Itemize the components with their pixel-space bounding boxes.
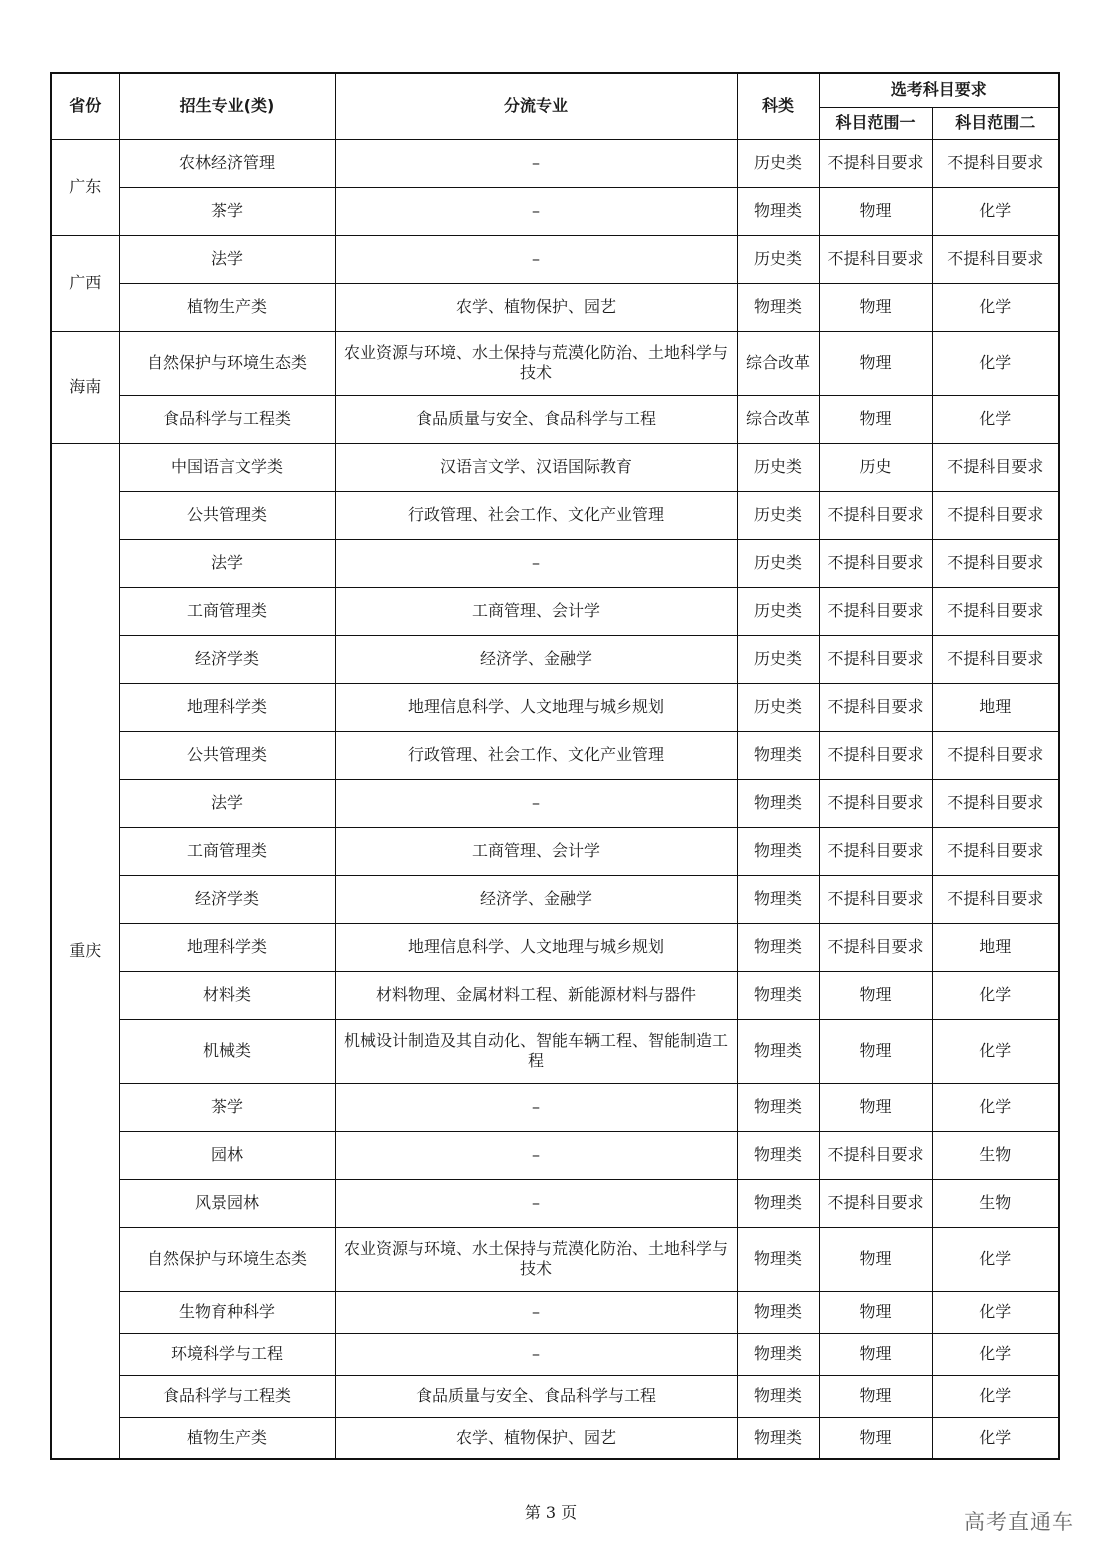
range-one-cell: 历史	[819, 443, 932, 491]
range-two-cell: 不提科目要求	[932, 827, 1059, 875]
major-cell: 法学	[119, 539, 335, 587]
table-row	[51, 1291, 1059, 1333]
table-row	[51, 1227, 1059, 1291]
sub-major-cell: –	[335, 187, 737, 235]
range-one-cell: 物理	[819, 971, 932, 1019]
major-cell: 自然保护与环境生态类	[119, 331, 335, 395]
major-cell: 经济学类	[119, 635, 335, 683]
table-row	[51, 139, 1059, 187]
major-cell: 地理科学类	[119, 683, 335, 731]
range-two-cell: 化学	[932, 971, 1059, 1019]
table-body	[51, 139, 1059, 1459]
sub-major-cell: 食品质量与安全、食品科学与工程	[335, 1375, 737, 1417]
range-two-cell: 化学	[932, 1417, 1059, 1459]
range-two-cell: 生物	[932, 1131, 1059, 1179]
major-cell: 食品科学与工程类	[119, 1375, 335, 1417]
sub-major-cell: 农学、植物保护、园艺	[335, 283, 737, 331]
range-one-cell: 物理	[819, 1291, 932, 1333]
range-one-cell: 不提科目要求	[819, 1179, 932, 1227]
category-cell: 历史类	[737, 139, 819, 187]
category-cell: 物理类	[737, 1291, 819, 1333]
sub-major-cell: –	[335, 1291, 737, 1333]
range-two-cell: 不提科目要求	[932, 491, 1059, 539]
range-two-cell: 化学	[932, 1291, 1059, 1333]
header-range-two: 科目范围二	[932, 107, 1059, 139]
range-two-cell: 化学	[932, 1333, 1059, 1375]
range-one-cell: 物理	[819, 1019, 932, 1083]
major-cell: 经济学类	[119, 875, 335, 923]
major-cell: 环境科学与工程	[119, 1333, 335, 1375]
category-cell: 历史类	[737, 491, 819, 539]
range-two-cell: 生物	[932, 1179, 1059, 1227]
category-cell: 物理类	[737, 1375, 819, 1417]
sub-major-cell: 工商管理、会计学	[335, 587, 737, 635]
category-cell: 物理类	[737, 731, 819, 779]
sub-major-cell: –	[335, 539, 737, 587]
province-cell: 广西	[51, 235, 119, 331]
category-cell: 物理类	[737, 1131, 819, 1179]
major-cell: 风景园林	[119, 1179, 335, 1227]
category-cell: 物理类	[737, 1417, 819, 1459]
range-one-cell: 不提科目要求	[819, 491, 932, 539]
range-two-cell: 化学	[932, 1019, 1059, 1083]
range-two-cell: 地理	[932, 683, 1059, 731]
range-two-cell: 不提科目要求	[932, 635, 1059, 683]
sub-major-cell: –	[335, 1083, 737, 1131]
range-one-cell: 物理	[819, 331, 932, 395]
table-row	[51, 635, 1059, 683]
category-cell: 物理类	[737, 779, 819, 827]
table-row	[51, 283, 1059, 331]
range-one-cell: 不提科目要求	[819, 587, 932, 635]
table-row	[51, 443, 1059, 491]
category-cell: 物理类	[737, 1083, 819, 1131]
range-one-cell: 不提科目要求	[819, 635, 932, 683]
sub-major-cell: 工商管理、会计学	[335, 827, 737, 875]
header-province: 省份	[51, 73, 119, 139]
sub-major-cell: 经济学、金融学	[335, 635, 737, 683]
category-cell: 物理类	[737, 1333, 819, 1375]
major-cell: 农林经济管理	[119, 139, 335, 187]
sub-major-cell: 地理信息科学、人文地理与城乡规划	[335, 923, 737, 971]
range-two-cell: 化学	[932, 331, 1059, 395]
sub-major-cell: –	[335, 1131, 737, 1179]
range-one-cell: 物理	[819, 187, 932, 235]
sub-major-cell: 地理信息科学、人文地理与城乡规划	[335, 683, 737, 731]
table-row	[51, 539, 1059, 587]
category-cell: 历史类	[737, 683, 819, 731]
major-cell: 机械类	[119, 1019, 335, 1083]
range-two-cell: 化学	[932, 1375, 1059, 1417]
table-row	[51, 587, 1059, 635]
range-one-cell: 不提科目要求	[819, 827, 932, 875]
major-cell: 地理科学类	[119, 923, 335, 971]
table-row	[51, 827, 1059, 875]
sub-major-cell: 农学、植物保护、园艺	[335, 1417, 737, 1459]
range-one-cell: 不提科目要求	[819, 139, 932, 187]
range-one-cell: 不提科目要求	[819, 779, 932, 827]
major-cell: 工商管理类	[119, 827, 335, 875]
table-row	[51, 1375, 1059, 1417]
range-one-cell: 不提科目要求	[819, 683, 932, 731]
table-row	[51, 683, 1059, 731]
province-cell: 海南	[51, 331, 119, 443]
category-cell: 物理类	[737, 1019, 819, 1083]
range-two-cell: 化学	[932, 1227, 1059, 1291]
sub-major-cell: –	[335, 779, 737, 827]
table-row	[51, 923, 1059, 971]
sub-major-cell: –	[335, 235, 737, 283]
range-two-cell: 不提科目要求	[932, 731, 1059, 779]
table-row	[51, 187, 1059, 235]
range-one-cell: 物理	[819, 1375, 932, 1417]
range-one-cell: 物理	[819, 1227, 932, 1291]
range-two-cell: 不提科目要求	[932, 539, 1059, 587]
major-cell: 公共管理类	[119, 491, 335, 539]
sub-major-cell: 农业资源与环境、水土保持与荒漠化防治、土地科学与技术	[335, 331, 737, 395]
table-row	[51, 1131, 1059, 1179]
table-row	[51, 875, 1059, 923]
sub-major-cell: 行政管理、社会工作、文化产业管理	[335, 491, 737, 539]
range-one-cell: 不提科目要求	[819, 875, 932, 923]
category-cell: 物理类	[737, 283, 819, 331]
table-row	[51, 1019, 1059, 1083]
major-cell: 法学	[119, 779, 335, 827]
table-row	[51, 1417, 1059, 1459]
range-two-cell: 化学	[932, 395, 1059, 443]
range-one-cell: 物理	[819, 283, 932, 331]
range-one-cell: 物理	[819, 1083, 932, 1131]
sub-major-cell: –	[335, 139, 737, 187]
page-number: 第 3 页	[524, 1503, 578, 1522]
table-row	[51, 331, 1059, 395]
header-category: 科类	[737, 73, 819, 139]
range-one-cell: 不提科目要求	[819, 923, 932, 971]
range-one-cell: 物理	[819, 395, 932, 443]
category-cell: 物理类	[737, 187, 819, 235]
sub-major-cell: 汉语言文学、汉语国际教育	[335, 443, 737, 491]
major-cell: 茶学	[119, 187, 335, 235]
major-cell: 中国语言文学类	[119, 443, 335, 491]
major-cell: 植物生产类	[119, 283, 335, 331]
category-cell: 综合改革	[737, 395, 819, 443]
category-cell: 物理类	[737, 971, 819, 1019]
sub-major-cell: 行政管理、社会工作、文化产业管理	[335, 731, 737, 779]
major-cell: 园林	[119, 1131, 335, 1179]
range-one-cell: 物理	[819, 1333, 932, 1375]
province-cell: 重庆	[51, 443, 119, 1459]
sub-major-cell: –	[335, 1179, 737, 1227]
major-cell: 公共管理类	[119, 731, 335, 779]
table-row	[51, 971, 1059, 1019]
sub-major-cell: 材料物理、金属材料工程、新能源材料与器件	[335, 971, 737, 1019]
category-cell: 历史类	[737, 539, 819, 587]
category-cell: 历史类	[737, 587, 819, 635]
province-cell: 广东	[51, 139, 119, 235]
range-two-cell: 不提科目要求	[932, 139, 1059, 187]
table-row	[51, 1083, 1059, 1131]
header-range-one: 科目范围一	[819, 107, 932, 139]
major-cell: 材料类	[119, 971, 335, 1019]
range-two-cell: 不提科目要求	[932, 779, 1059, 827]
category-cell: 历史类	[737, 235, 819, 283]
range-two-cell: 化学	[932, 283, 1059, 331]
range-two-cell: 不提科目要求	[932, 587, 1059, 635]
range-one-cell: 不提科目要求	[819, 731, 932, 779]
category-cell: 历史类	[737, 443, 819, 491]
header-subject-requirements: 选考科目要求	[819, 73, 1059, 107]
watermark: 高考直通车	[964, 1510, 1074, 1534]
table-row	[51, 395, 1059, 443]
range-two-cell: 化学	[932, 1083, 1059, 1131]
range-two-cell: 不提科目要求	[932, 443, 1059, 491]
sub-major-cell: 农业资源与环境、水土保持与荒漠化防治、土地科学与技术	[335, 1227, 737, 1291]
major-cell: 食品科学与工程类	[119, 395, 335, 443]
range-two-cell: 不提科目要求	[932, 235, 1059, 283]
table-row	[51, 491, 1059, 539]
requirements-table	[50, 72, 1060, 1460]
major-cell: 生物育种科学	[119, 1291, 335, 1333]
category-cell: 物理类	[737, 923, 819, 971]
category-cell: 历史类	[737, 635, 819, 683]
range-two-cell: 不提科目要求	[932, 875, 1059, 923]
category-cell: 物理类	[737, 1227, 819, 1291]
category-cell: 物理类	[737, 875, 819, 923]
header-sub-major: 分流专业	[335, 73, 737, 139]
major-cell: 植物生产类	[119, 1417, 335, 1459]
table-row	[51, 779, 1059, 827]
table-row	[51, 1179, 1059, 1227]
header-major: 招生专业(类)	[119, 73, 335, 139]
range-one-cell: 不提科目要求	[819, 539, 932, 587]
major-cell: 茶学	[119, 1083, 335, 1131]
category-cell: 物理类	[737, 1179, 819, 1227]
sub-major-cell: 经济学、金融学	[335, 875, 737, 923]
category-cell: 物理类	[737, 827, 819, 875]
major-cell: 自然保护与环境生态类	[119, 1227, 335, 1291]
range-one-cell: 不提科目要求	[819, 1131, 932, 1179]
sub-major-cell: 食品质量与安全、食品科学与工程	[335, 395, 737, 443]
range-two-cell: 化学	[932, 187, 1059, 235]
category-cell: 综合改革	[737, 331, 819, 395]
sub-major-cell: –	[335, 1333, 737, 1375]
range-one-cell: 物理	[819, 1417, 932, 1459]
range-one-cell: 不提科目要求	[819, 235, 932, 283]
table-row	[51, 235, 1059, 283]
major-cell: 法学	[119, 235, 335, 283]
range-two-cell: 地理	[932, 923, 1059, 971]
table-row	[51, 1333, 1059, 1375]
sub-major-cell: 机械设计制造及其自动化、智能车辆工程、智能制造工程	[335, 1019, 737, 1083]
table-row	[51, 731, 1059, 779]
major-cell: 工商管理类	[119, 587, 335, 635]
